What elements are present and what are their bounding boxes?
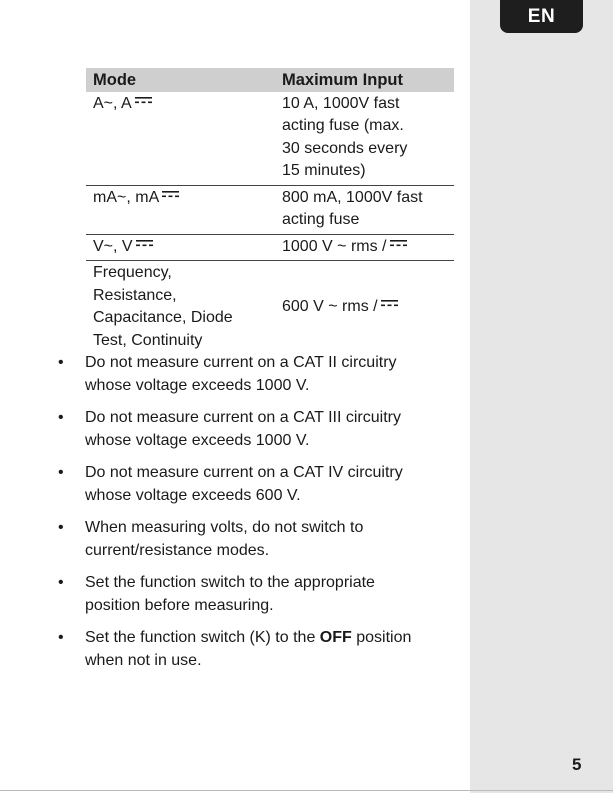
page-number: 5 — [572, 755, 582, 774]
header-mode: Mode — [86, 68, 278, 92]
language-tab: EN — [500, 0, 583, 33]
page-bottom-divider — [0, 790, 613, 791]
bullet-dot-icon: • — [58, 464, 64, 481]
table-row — [86, 92, 454, 186]
list-item — [54, 407, 454, 452]
dc-symbol-icon — [136, 240, 153, 248]
input-cell — [278, 92, 454, 186]
list-item-line: whose voltage exceeds 600 V. — [85, 486, 301, 504]
input-cell — [278, 185, 454, 234]
safety-warning-list — [54, 352, 454, 682]
input-line: acting fuse (max. — [282, 117, 404, 134]
table-row — [86, 234, 454, 261]
list-item-line: Set the function switch to the appropriate — [85, 574, 375, 591]
list-item — [54, 352, 454, 397]
input-line: acting fuse — [282, 211, 360, 228]
mode-line: Test, Continuity — [93, 331, 203, 349]
list-item-line — [85, 627, 454, 650]
off-keyword: OFF — [319, 629, 352, 646]
list-item-line: when not in use. — [85, 651, 202, 669]
mode-cell — [86, 261, 278, 355]
list-item-line: When measuring volts, do not switch to — [85, 519, 364, 536]
table-header-row — [86, 68, 454, 92]
list-item-line: Do not measure current on a CAT IV circuitry — [85, 464, 403, 481]
dc-symbol-icon — [162, 191, 179, 199]
mode-line: Frequency, — [93, 264, 172, 281]
bullet-dot-icon: • — [58, 519, 64, 536]
list-item-line: Do not measure current on a CAT III circuitry — [85, 409, 401, 426]
bullet-dot-icon: • — [58, 574, 64, 591]
mode-cell — [86, 92, 278, 186]
text-run: position — [351, 629, 412, 646]
mode-line: Resistance, — [93, 286, 177, 304]
text-run: Set the function switch (K) to the — [85, 629, 320, 646]
bullet-dot-icon: • — [58, 409, 64, 426]
maximum-input-table — [86, 68, 454, 354]
list-item-line: current/resistance modes. — [85, 541, 270, 559]
header-maximum-input: Maximum Input — [278, 68, 454, 92]
mode-line: Capacitance, Diode — [93, 309, 233, 326]
mode-cell — [86, 185, 278, 234]
side-margin-panel — [470, 0, 613, 793]
list-item — [54, 627, 454, 672]
table-row — [86, 261, 454, 355]
input-line: 800 mA, 1000V fast — [282, 188, 423, 206]
input-cell — [278, 261, 454, 355]
mode-cell — [86, 234, 278, 261]
mode-text: A~, A — [93, 94, 132, 112]
list-item — [54, 517, 454, 562]
dc-symbol-icon — [390, 240, 407, 248]
input-line: 30 seconds every — [282, 139, 408, 157]
list-item-line: whose voltage exceeds 1000 V. — [85, 376, 310, 394]
list-item — [54, 572, 454, 617]
input-line: 1000 V ~ rms / — [282, 237, 387, 255]
mode-text: mA~, mA — [93, 188, 160, 206]
dc-symbol-icon — [381, 300, 398, 308]
list-item-line: position before measuring. — [85, 596, 274, 614]
list-item — [54, 462, 454, 507]
list-item-line: Do not measure current on a CAT II circuitry — [85, 354, 397, 371]
table-row — [86, 185, 454, 234]
input-line: 600 V ~ rms / — [282, 297, 378, 315]
mode-text: V~, V — [93, 237, 133, 255]
list-item-line: whose voltage exceeds 1000 V. — [85, 431, 310, 449]
dc-symbol-icon — [135, 97, 152, 105]
input-line: 15 minutes) — [282, 162, 366, 179]
bullet-dot-icon: • — [58, 629, 64, 646]
input-cell — [278, 234, 454, 261]
input-line: 10 A, 1000V fast — [282, 94, 400, 112]
bullet-dot-icon: • — [58, 354, 64, 371]
